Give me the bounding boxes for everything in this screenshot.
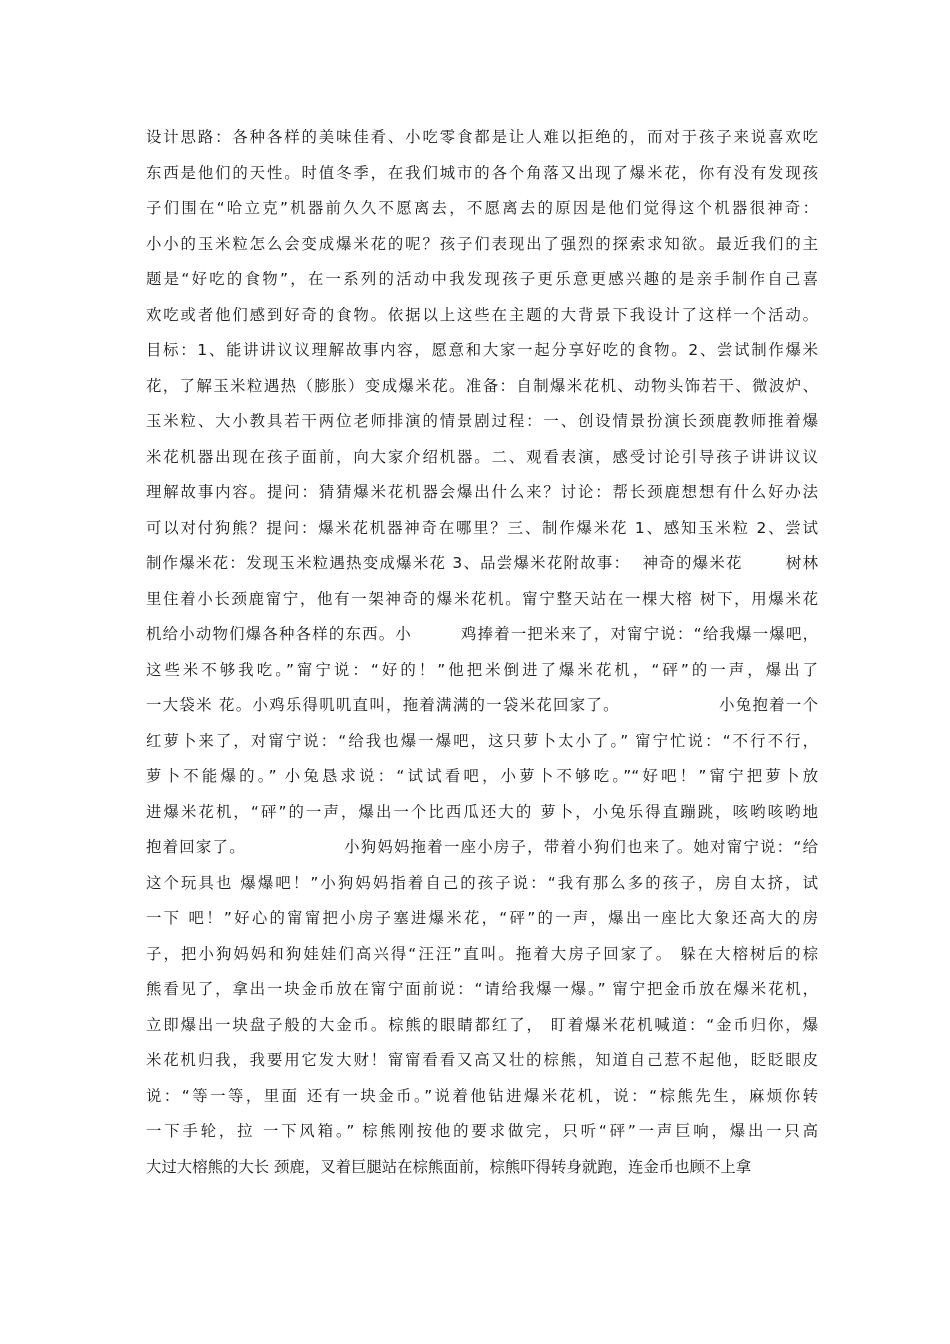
text-line: 目标：1、能讲讲议议理解故事内容，愿意和大家一起分享好吃的食物。2、尝试制作爆米	[146, 341, 818, 359]
text-line: 理解故事内容。提问：猜猜爆米花机器会爆出什么来？讨论：帮长颈鹿想想有什么好办法	[146, 483, 818, 501]
text-line: 小小的玉米粒怎么会变成爆米花的呢？孩子们表现出了强烈的探索求知欲。最近我们的主	[146, 234, 818, 253]
text-line: 一大袋米 花。小鸡乐得叽叽直叫，拖着满满的一袋米花回家了。 小兔抱着一个	[146, 696, 818, 714]
text-line: 进爆米花机，“砰”的一声，爆出一个比西瓜还大的 萝卜，小兔乐得直蹦跳，咳哟咳哟地	[146, 802, 818, 821]
text-line: 一下手轮，拉 一下风箱。” 棕熊刚按他的要求做完，只听“砰”一声巨响，爆出一只高	[146, 1122, 818, 1140]
text-line: 萝卜不能爆的。” 小兔恳求说：“试试看吧，小萝卜不够吃。”“好吧！”甯宁把萝卜放	[146, 767, 818, 785]
text-line: 里住着小长颈鹿甯宁，他有一架神奇的爆米花机。甯宁整天站在一棵大榕 树下，用爆米花	[146, 589, 818, 608]
text-line: 机给小动物们爆各种各样的东西。小 鸡捧着一把米来了，对甯宁说：“给我爆一爆吧，	[146, 625, 818, 643]
text-line: 东西是他们的天性。时值冬季，在我们城市的各个角落又出现了爆米花，你有没有发现孩	[146, 163, 818, 182]
story-body-text	[146, 120, 818, 1185]
text-line: 这些米不够我吃。”甯宁说：“好的！”他把米倒进了爆米花机，“砰”的一声，爆出了	[146, 660, 818, 679]
text-line: 玉米粒、大小教具若干两位老师排演的情景剧过程：一、创设情景扮演长颈鹿教师推着爆	[146, 412, 818, 430]
text-line: 可以对付狗熊？提问：爆米花机器神奇在哪里？三、制作爆米花 1、感知玉米粒 2、尝试	[146, 518, 818, 537]
text-line: 这个玩具也 爆爆吧！”小狗妈妈指着自己的孩子说：“我有那么多的孩子，房自太挤，试	[146, 873, 818, 892]
text-line: 立即爆出一块盘子般的大金币。棕熊的眼睛都红了， 盯着爆米花机喊道：“金币归你，爆	[146, 1015, 818, 1034]
text-line: 花，了解玉米粒遇热（膨胀）变成爆米花。准备：自制爆米花机、动物头饰若干、微波炉、	[146, 376, 818, 395]
text-line: 抱着回家了。 小狗妈妈拖着一座小房子，带着小狗们也来了。她对甯宁说：“给	[146, 838, 818, 856]
text-line: 大过大榕熊的大长 颈鹿，叉着巨腿站在棕熊面前，棕熊吓得转身就跑，连金币也顾不上拿	[146, 1157, 752, 1176]
text-line: 红萝卜来了，对甯宁说：“给我也爆一爆吧，这只萝卜太小了。” 甯宁忙说：“不行不行，	[146, 731, 818, 750]
text-line: 米花机器出现在孩子面前，向大家介绍机器。二、观看表演，感受讨论引导孩子讲讲议议	[146, 447, 818, 466]
text-line: 一下 吧！”好心的甯甯把小房子塞进爆米花，“砰”的一声，爆出一座比大象还高大的房	[146, 909, 818, 927]
text-line: 子，把小狗妈妈和狗娃娃们高兴得“汪汪”直叫。拖着大房子回家了。 躲在大榕树后的棕	[146, 944, 818, 963]
text-line: 题是“好吃的食物”，在一系列的活动中我发现孩子更乐意更感兴趣的是亲手制作自己喜	[146, 270, 818, 288]
text-line: 设计思路：各种各样的美味佳肴、小吃零食都是让人难以拒绝的，而对于孩子来说喜欢吃	[146, 128, 818, 146]
text-line: 说：“等一等，里面 还有一块金币。”说着他钻进爆米花机，说：“棕熊先生，麻烦你转	[146, 1086, 818, 1105]
text-line: 欢吃或者他们感到好奇的食物。依据以上这些在主题的大背景下我设计了这样一个活动。	[146, 305, 818, 324]
text-line: 熊看见了，拿出一块金币放在甯宁面前说：“请给我爆一爆。” 甯宁把金币放在爆米花机，	[146, 980, 818, 998]
text-line: 子们围在“哈立克”机器前久久不愿离去，不愿离去的原因是他们觉得这个机器很神奇：	[146, 199, 818, 217]
text-line: 制作爆米花：发现玉米粒遇热变成爆米花 3、品尝爆米花附故事： 神奇的爆米花 树林	[146, 554, 818, 572]
text-line: 米花机归我，我要用它发大财！甯甯看看又高又壮的棕熊，知道自己惹不起他，眨眨眼皮	[146, 1051, 818, 1069]
